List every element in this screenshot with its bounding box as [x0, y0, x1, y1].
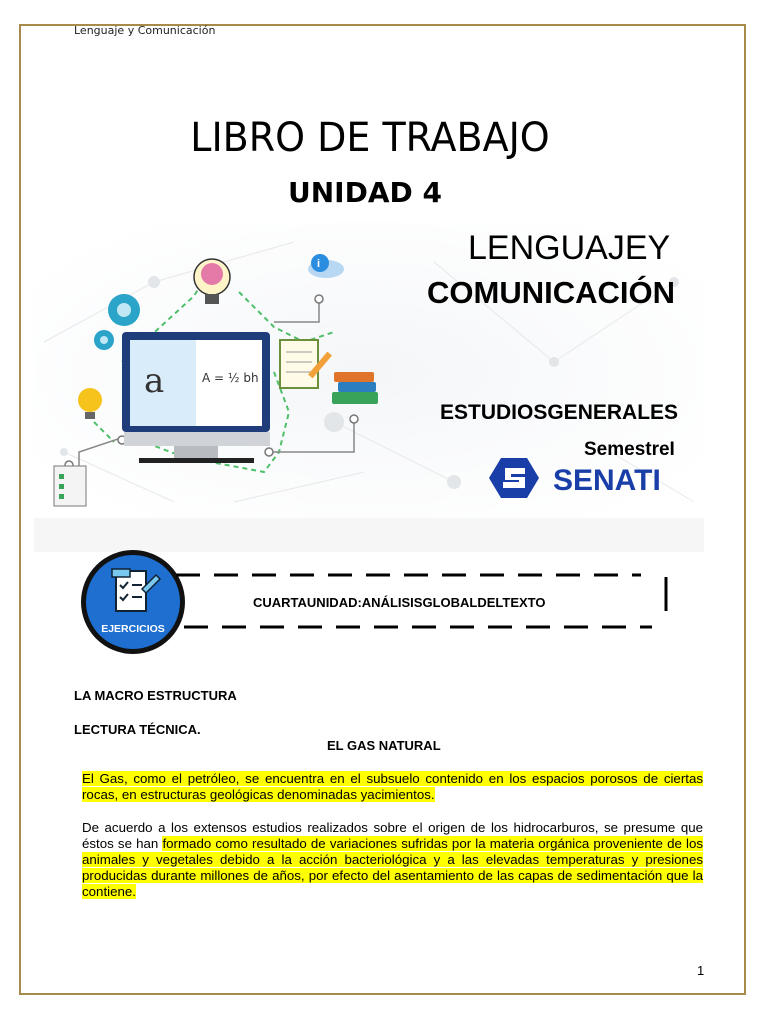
header-note: Lenguaje y Comunicación — [74, 24, 216, 37]
book-title: LIBRO DE TRABAJO — [190, 115, 550, 161]
highlighted-text: El Gas, como el petróleo, se encuentra en el subsuelo contenido en los espacios porosos de ciertas rocas, en estructuras geológicas denominadas yacimientos. — [82, 771, 703, 802]
program-name: ESTUDIOSGENERALES — [440, 401, 679, 424]
paragraph — [82, 771, 703, 803]
exercise-badge-icon — [80, 549, 186, 655]
paragraph — [82, 820, 703, 900]
page-number: 1 — [697, 963, 705, 978]
cover-illustration — [34, 222, 704, 552]
formula-text: A = ½ bh — [202, 371, 259, 385]
plain-text: De acuerdo a los extensos estudios realizados sobre el origen de los hidrocarburos, se presume que éstos se han — [82, 820, 703, 851]
reading-title: EL GAS NATURAL — [327, 738, 441, 753]
unit-title: UNIDAD 4 — [288, 176, 442, 209]
unit-subtitle: CUARTAUNIDAD:ANÁLISISGLOBALDELTEXTO — [253, 595, 546, 610]
course-name-line1: LENGUAJEY — [468, 229, 671, 267]
section-heading: LA MACRO ESTRUCTURA — [74, 688, 237, 703]
course-name-line2: COMUNICACIÓN — [427, 275, 675, 310]
semester-label: SemestreI — [584, 439, 675, 460]
senati-logo-text: SENATI — [553, 464, 661, 497]
highlighted-text: formado como resultado de variaciones sufridas por la materia orgánica proveniente de los animales y vegetales debido a la acción bacteriológica y a las elevadas temperaturas y presiones producidas durante millones de años, por efecto del asentamiento de las capas de sedimentación que la contiene. — [82, 836, 703, 899]
section-heading: LECTURA TÉCNICA. — [74, 722, 201, 737]
exercise-badge-label: EJERCICIOS — [101, 623, 165, 635]
svg-text:i: i — [317, 258, 321, 270]
svg-text:a: a — [144, 361, 165, 401]
